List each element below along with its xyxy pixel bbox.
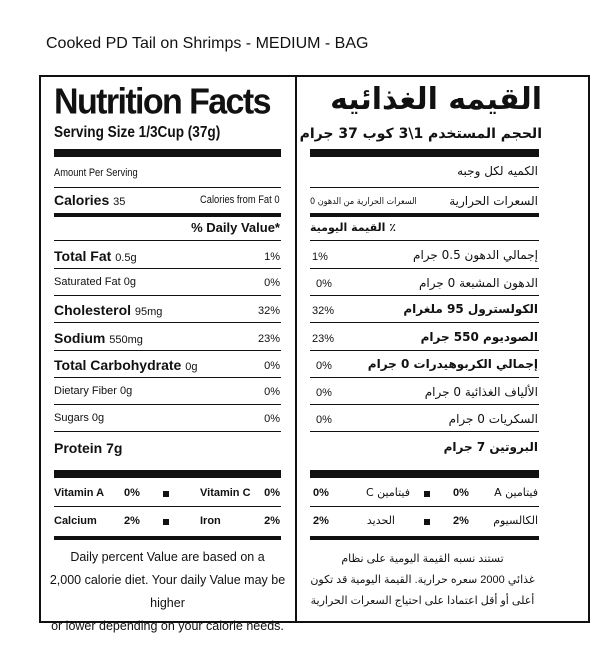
rule-ar [310, 506, 539, 507]
rule-ar [310, 404, 539, 405]
arabic-nutrient-sodium [421, 330, 538, 344]
arabic-nutrient-protein: البروتين 7 جرام [443, 440, 538, 454]
vitamin-c-pct: 0% [264, 487, 280, 499]
nutrient-amount: 0g [120, 385, 133, 397]
bullet-square [163, 519, 169, 525]
vitamin-a-label: Vitamin A [54, 487, 105, 499]
rule-ar [310, 295, 539, 296]
rule-ar [310, 322, 539, 323]
nutrient-cholesterol [54, 302, 162, 318]
nutrient-label: Sugars [54, 412, 89, 424]
arabic-footnote-line: غذائي 2000 سعره حرارية. القيمة اليومية قد تكون [310, 574, 535, 586]
bullet-square [163, 491, 169, 497]
nutrient-pct: 1% [264, 251, 280, 263]
rule-mid-en [54, 536, 281, 540]
rule-ar [310, 350, 539, 351]
arabic-nutrient-pct: 0% [316, 414, 332, 426]
arabic-nutrient-label: إجمالي الكربوهيدرات 0 جرام [367, 357, 538, 371]
bullet-square [424, 491, 430, 497]
arabic-nutrient-saturated-fat: الدهون المشبعة 0 جرام [419, 276, 538, 290]
nutrient-protein: Protein 7g [54, 440, 123, 456]
nutrient-pct: 32% [257, 305, 280, 317]
rule-en [54, 187, 281, 188]
nutrient-amount: 0g [91, 412, 105, 424]
rule-en [54, 295, 281, 296]
rule-thick-vitamins-ar [310, 470, 539, 478]
vitamin-a-pct: 0% [124, 487, 140, 499]
nutrient-pct: 23% [257, 333, 280, 345]
rule-ar [310, 268, 539, 269]
calories-label: Calories [54, 192, 110, 208]
arabic-amount-per-serving: الكميه لكل وجبه [457, 164, 538, 178]
footnote-ar [300, 549, 545, 612]
arabic-nutrient-label: الصوديوم 550 جرام [420, 330, 538, 344]
arabic-nutrient-pct: 0% [316, 360, 332, 372]
rule-ar [310, 431, 539, 432]
nutrient-total-carbohydrate [54, 357, 197, 373]
arabic-nutrition-title: القيمه الغذائيه [330, 82, 542, 117]
rule-mid-ar [310, 536, 539, 540]
arabic-vitamin-a-label: فيتامين A [494, 486, 538, 499]
footnote-en [46, 546, 289, 638]
arabic-nutrient-pct: 0% [316, 278, 332, 290]
calcium-label: Calcium [54, 515, 97, 527]
nutrient-amount: 0g [185, 361, 198, 373]
nutrient-dietary-fiber [54, 385, 132, 397]
arabic-nutrient-sugars: السكريات 0 جرام [448, 412, 538, 426]
rule-thick-top-ar [310, 149, 539, 157]
arabic-iron-label: الحديد [366, 514, 395, 527]
nutrient-amount: 0g [123, 276, 136, 288]
arabic-footnote-line: أعلى أو أقل اعتمادا على احتياج السعرات الحرارية [310, 595, 535, 607]
calories-from-fat: Calories from Fat 0 [200, 194, 280, 206]
calories-value: 35 [113, 196, 126, 208]
nutrient-label: Cholesterol [54, 302, 132, 318]
arabic-nutrient-total-carbohydrate [368, 357, 538, 371]
arabic-calories-label: السعرات الحرارية [449, 194, 538, 208]
nutrition-label-panel [39, 75, 590, 623]
serving-size: Serving Size 1/3Cup (37g) [54, 124, 221, 141]
rule-ar [310, 187, 539, 188]
arabic-nutrient-pct: 0% [316, 387, 332, 399]
bullet-square [424, 519, 430, 525]
rule-thick-top-en [54, 149, 281, 157]
rule-en [54, 404, 281, 405]
arabic-nutrient-dietary-fiber: الألياف الغذائية 0 جرام [424, 385, 538, 399]
nutrient-label: Total Carbohydrate [54, 357, 182, 373]
nutrient-amount: 0.5g [115, 252, 137, 264]
nutrient-sodium [54, 330, 143, 346]
rule-en [54, 240, 281, 241]
arabic-nutrient-pct: 32% [312, 305, 335, 317]
nutrient-total-fat [54, 248, 137, 264]
arabic-serving-size: الحجم المستخدم 1\3 كوب 37 جرام [299, 126, 542, 142]
calcium-pct: 2% [124, 515, 140, 527]
nutrient-label: Total Fat [54, 248, 112, 264]
nutrient-label: Sodium [54, 330, 106, 346]
rule-en [54, 268, 281, 269]
nutrition-facts-title: Nutrition Facts [54, 82, 270, 122]
rule-mid-en [54, 213, 281, 217]
nutrient-amount: 550mg [109, 334, 143, 346]
footnote-line: Daily percent Value are based on a [70, 550, 265, 564]
vitamin-c-label: Vitamin C [200, 487, 251, 499]
arabic-nutrient-pct: 1% [312, 251, 328, 263]
nutrient-sugars [54, 412, 104, 424]
arabic-nutrient-pct: 23% [312, 333, 335, 345]
rule-mid-ar [310, 213, 539, 217]
rule-ar [310, 240, 539, 241]
iron-label: Iron [200, 515, 221, 527]
calories-row [54, 192, 125, 208]
product-title: Cooked PD Tail on Shrimps - MEDIUM - BAG [46, 35, 369, 52]
arabic-calories-from-fat: السعرات الحرارية من الدهون 0 [310, 197, 417, 207]
footnote-line: 2,000 calorie diet. Your daily Value may be higher [49, 573, 286, 610]
arabic-nutrient-cholesterol [403, 302, 538, 316]
nutrient-pct: 0% [264, 277, 280, 289]
nutrient-pct: 0% [264, 386, 280, 398]
rule-en [54, 506, 281, 507]
arabic-footnote-line: تستند نسبه القيمة اليومية على نظام [341, 553, 504, 565]
rule-thick-vitamins-en [54, 470, 281, 478]
nutrient-label: Dietary Fiber [54, 385, 117, 397]
rule-ar [310, 377, 539, 378]
arabic-vitamin-a-pct: 0% [453, 487, 469, 499]
arabic-calcium-pct: 2% [453, 515, 469, 527]
footnote-line: or lower depending on your calorie needs. [51, 619, 284, 633]
arabic-calcium-label: الكالسيوم [493, 514, 538, 527]
rule-en [54, 322, 281, 323]
arabic-nutrient-label: الكولسترول 95 ملغرام [403, 302, 538, 316]
daily-value-header: % Daily Value* [191, 220, 280, 235]
arabic-vitamin-c-label: فيتامين C [365, 486, 410, 499]
arabic-nutrient-total-fat: إجمالي الدهون 0.5 جرام [413, 248, 538, 262]
arabic-daily-value-header: ٪ القيمة اليومية [310, 221, 396, 234]
rule-en [54, 350, 281, 351]
iron-pct: 2% [264, 515, 280, 527]
amount-per-serving: Amount Per Serving [54, 167, 138, 179]
rule-en [54, 377, 281, 378]
nutrient-amount: 95mg [134, 306, 163, 318]
rule-en [54, 431, 281, 432]
nutrient-pct: 0% [264, 360, 280, 372]
nutrient-saturated-fat [54, 276, 136, 288]
arabic-vitamin-c-pct: 0% [313, 487, 329, 499]
center-divider [295, 75, 297, 623]
nutrient-label: Saturated Fat [54, 276, 121, 288]
nutrient-pct: 0% [264, 413, 280, 425]
arabic-iron-pct: 2% [313, 515, 329, 527]
